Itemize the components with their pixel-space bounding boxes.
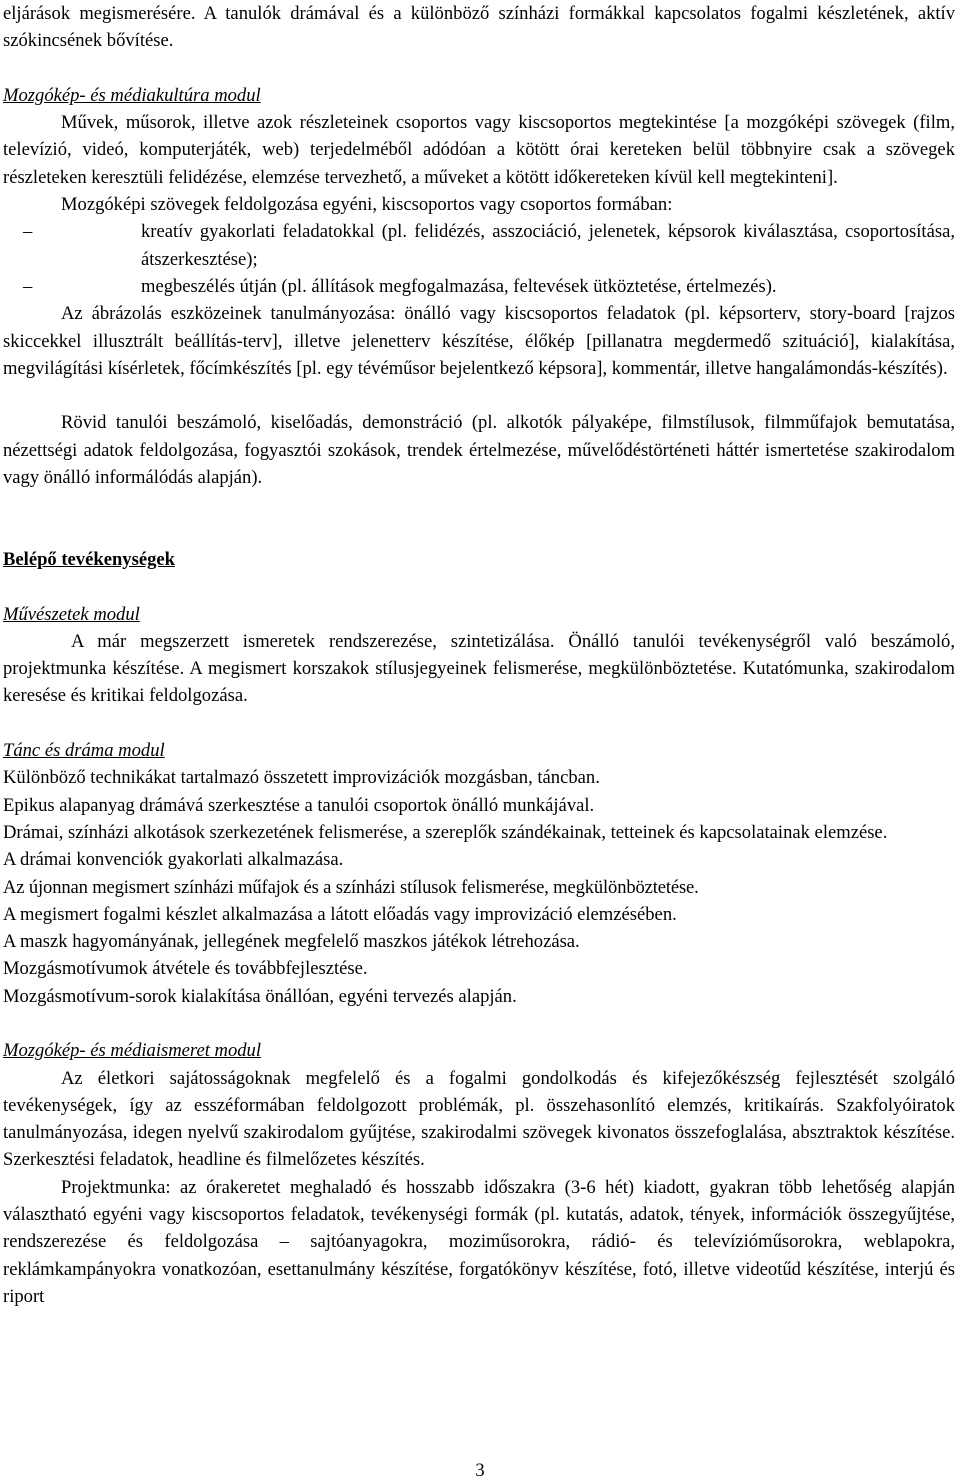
text-line: A maszk hagyományának, jellegének megfelelő maszkos játékok létrehozása. — [3, 931, 580, 953]
paragraph-szovegek-feldolgozasa: Mozgóképi szövegek feldolgozása egyéni, kiscsoportos vagy csoportos formában: — [61, 194, 673, 216]
intro-paragraph: eljárások megismerésére. A tanulók drámával és a különböző színházi formákkal kapcsolatos fogalmi készletének, aktív szókincsének bővítése. — [3, 3, 955, 52]
spacer — [3, 1010, 955, 1037]
text-line: Az újonnan megismert színházi műfajok és a színházi stílusok felismerése, megkülönböztetése. — [3, 876, 699, 898]
spacer — [3, 573, 955, 600]
text-line: A drámai konvenciók gyakorlati alkalmazása. — [3, 849, 344, 871]
paragraph-muveszetek: A már megszerzett ismeretek rendszerezése, szintetizálása. Önálló tanulói tevékenységről való beszámoló, projektmunka készítése. A megismert korszakok stílusjegyeinek felismerése, megkülönböztetése. Kutatómunka, szakirodalom keresése és kritikai feldolgozása. — [3, 630, 955, 707]
paragraph-muvek-megtekintese: Művek, műsorok, illetve azok részleteinek csoportos vagy kiscsoportos megtekintése [a mozgóképi szövegek (film, televízió, videó, komputerjáték, web) terjedelméből adódóan a kötött órai kereteken belül többnyire csak a szövegek részleteken keresztüli felidézése, elemzése tervezhető, a műveket a kötött időkereteken kívül kell megtekinteni]. — [3, 112, 955, 188]
spacer — [3, 382, 955, 409]
paragraph-abrazolas-eszkozei: Az ábrázolás eszközeinek tanulmányozása: önálló vagy kiscsoportos feladatok (pl. képsorterv, story-board [rajzos skiccekkel illusztrált beállítás-terv], illetve jelenetterv készítése, élőkép [pillanatra megdermedő szituáció], kialakítása, megvilágítási kísérletek, főcímkészítés [pl. egy tévéműsor bejelentkező képsora], kommentár, illetve hangalámondás-készítés). — [3, 303, 955, 379]
paragraph-eletkori-sajatossagok: Az életkori sajátosságoknak megfelelő és a fogalmi gondolkodás és kifejezőkészség fejlesztését szolgáló tevékenységek, így az esszéformában feldolgozott problémák, pl. összehasonlító elemzés, kritikaírás. Szakfolyóiratok tanulmányozása, idegen nyelvű szakirodalom gyűjtése, szakirodalmi szövegek kivonatos összefoglalása, absztraktok készítése. Szerkesztési feladatok, headline és filmelőzetes készítés. — [3, 1067, 955, 1171]
spacer — [3, 519, 955, 546]
section-title-mediaismeret: Mozgókép- és médiaismeret modul — [3, 1040, 262, 1062]
paragraph-projektmunka: Projektmunka: az órakeretet meghaladó és hosszabb időszakra (3-6 hét) kiadott, gyakran több lehetőség alapján választható egyéni vagy kiscsoportos feladatok, tevékenységi formák (pl. kutatás, adatok, tények, információk összegyűjtése, rendszerezése és feldolgozása – sajtóanyagokra, moziműsorokra, rádió- és televízióműsorokra, weblapokra, reklámkampányokra vonatkozóan, esettanulmány készítése, forgatókönyv készítése, fotó, illetve videotűd készítése, interjú és riport — [3, 1176, 955, 1307]
text-line: Mozgásmotívumok átvétele és továbbfejlesztése. — [3, 958, 368, 980]
text-line: Különböző technikákat tartalmazó összetett improvizációk mozgásban, táncban. — [3, 767, 600, 789]
section-title-mozgokep-mediakultura: Mozgókép- és médiakultúra modul — [3, 84, 261, 106]
section-title-tanc-drama: Tánc és dráma modul — [3, 740, 165, 762]
page-number: 3 — [475, 1460, 485, 1481]
spacer — [3, 55, 955, 82]
section-title-belepo-tevekenysegek: Belépő tevékenységek — [3, 548, 175, 570]
document-page — [3, 0, 955, 1310]
text-line: Epikus alapanyag drámává szerkesztése a tanulói csoportok önálló munkájával. — [3, 794, 595, 816]
section-title-muveszetek: Művészetek modul — [3, 603, 140, 625]
list-item: – kreatív gyakorlati feladatokkal (pl. felidézés, asszociáció, jelenetek, képsorok kiválasztása, csoportosítása, átszerkesztése); — [141, 218, 955, 273]
text-line: Mozgásmotívum-sorok kialakítása önállóan, egyéni tervezés alapján. — [3, 985, 517, 1007]
spacer — [3, 710, 955, 737]
text-line: A megismert fogalmi készlet alkalmazása a látott előadás vagy improvizáció elemzésében. — [3, 903, 677, 925]
spacer — [3, 491, 955, 518]
text-line: Drámai, színházi alkotások szerkezetének felismerése, a szereplők szándékainak, tetteinek és kapcsolatainak elemzése. — [3, 821, 888, 843]
paragraph-rovid-beszamolo: Rövid tanulói beszámoló, kiselőadás, demonstráció (pl. alkotók pályaképe, filmstílusok, filmműfajok bemutatása, nézettségi adatok feldolgozása, fogyasztói szokások, trendek értelmezése, művelődéstörténeti háttér ismertetése szakirodalom vagy önálló informálódás alapján). — [3, 412, 955, 489]
list-item: – megbeszélés útján (pl. állítások megfogalmazása, feltevések ütköztetése, értelmezés). — [141, 273, 955, 300]
dash-list — [3, 218, 955, 300]
